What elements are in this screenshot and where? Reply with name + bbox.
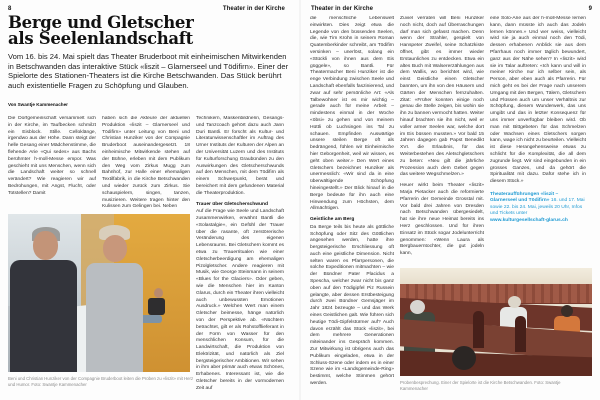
director-with-cap-figure [86,263,142,372]
director-with-cap-figure [103,235,127,262]
seated-person-figure [154,288,163,298]
subhead-geistliche: Geistliche am Berg [310,217,355,223]
foreground-person-figure [452,346,476,370]
paragraph: die menschliche Lebenswelt einwirkten. Dies zeigt etwa die Legende von den büssenden Seelen, die, wie Tim Krohn in seinem Roman Quatemberkinder schreibt, am Tödifirn versinken – unerlöst, solang ein «Stückli von ihnen aus dem Eis güggele», so Bantli. Für Theatermacher Beni Hunziker ist die enge Verbindung zwischen Seele und Landschaft ebenfalls faszinierend, und zwar auf sehr persönliche Art: «Als Talbewohner ist es mir wichtig – gerade auch für meine Arbeit – mindestens einmal in der Woche «öbsi» zu gehen und von meinem Hüttli ob Luchsingen ins Tal zu schauen. Empfinden Auswärtige unsere steilen Berge oft als bedrängend, fühlen wir Einheimische hier Geborgenheit, weil wir wissen, es geht oben weiter.» Den Wert eines Gletschers bezeichnet Hunziker als unermesslich: «Wir sind da in eine überwältigende Schöpfung hineingestellt.» Der Blick hinauf in die Berge bedeute für ihn auch eine Hinwendung zum Höchsten, dem Allmächtigen. [310,16,394,212]
seated-person-figure [148,298,165,315]
body-column-4 [310,16,394,397]
seated-woman-figure [410,300,425,314]
left-page-number: 8 [8,6,12,12]
article-lead: Vom 16. bis 24. Mai spielt das Theater Bruderboot mit einheimischen Mitwirkenden in Betschwanden das interaktive Stück «liszit – Glarnerseel und Tödifirn». Einer der Spielorte des Stationen-Theaters ist die Kirche Betschwanden. Das Stück berührt auch existentielle Fragen zu Schöpfung und Glauben. [8,52,289,90]
director-figure [10,260,77,372]
body-column-6 [490,16,586,266]
event-infobox [490,192,586,224]
article-title: Berge und Gletscher als Seelenlandschaft [8,13,194,48]
paragraph: Heuer wirkt beim Theater «liszit» Marja Pietacker auch die reformierte Pfarrerin der Gemeinde Grosstal mit. Vor bald drei Jahren von Dresden nach Betschwanden übergesiedelt, hat sie ihre neue Heimat bereits ins Herz geschlossen. Und für ihren Einsatz im Stück sogar Jodelunterricht genommen: «Wenn Laura als Bergbauerntochter, die gut jodeln kann, [400,183,484,257]
person-orange-sweater-figure [561,305,573,317]
paragraph: Da Berge teils bis heute als göttliche Schöpfung oder Sitz des Göttlichen angesehen werden, hatte ihre bergsteigerische Erschliessung oft auch eine geistliche Dimension. Nicht selten waren es Pfarrpersonen, die solche Expeditionen mitmachten – wie der Bündner Pater Placidus a Spescha, welcher zwar nicht bis ganz oben auf den Tödigipfel Piz Russein gelangte, aber dessen Erstbesteigung durch zwei Bündner Gemsjäger im Jahr 1824 bezeugte – und das Werk eines Geistlichen galt. Wie führen sich heutige Tödi-Gipfelstürmer auf? Auch davon erzählt das Stück «liszit», bei dem mehrere Generationen miteinander ins Gespräch kommen. Zur Mitwirkung ist übrigens auch das Publikum eingeladen, etwa in der Schluss-Szene oder indem es in einer Szene wie im «Landsgemeinde-Ring» bestimmt, welche Stimmen gehört werden. [310,224,394,387]
body-column-1 [8,116,96,211]
right-photo-caption: Probenbesprechung. Einer der Spielorte ist die Kirche Betschwanden. Foto: Swantje Kammenacher [400,380,561,391]
paragraph: haben sich die Akteure der aktuellen Produktion «liszit – Glarnerseel und Tödifirn» unter Leitung von Beni und Christian Hunziker von der Compagnie Bruderboot auseinandergesetzt. 18 einheimische Mitwirkende stehen auf der Bühne, erleben mit dem Publikum den Weg vom Zirkus Mugg zum Bahnhof, zur Halle einer ehemaligen Textilfabrik, in die Kirche Betschwanden und wieder zurück zum Zirkus. Sie schauspielern, singen, tanzen, musizieren. Weitere tragen hinter den Kulissen zum Gelingen bei. Neben [102,116,190,210]
seated-person-figure [508,296,521,308]
body-column-2 [102,116,190,211]
paragraph: Technikern, Maskenbildnerin, Gesangs- und Tanzcoach gehört dazu auch Jann Duri Bantli. Er forscht als Kultur- und Literaturwissenschaftler im Auftrag des Urner Instituts der Kulturen der Alpen an der Universität Luzern und des Instituts für Kulturforschung Graubünden zu den Auswirkungen des Gletscherschwunds auf den Menschen, mit dem Tödifirn als einem Schwerpunkt, berät und bereichert mit dem gefundenen Material die Theaterproduktion. [196,116,284,196]
church-photo [400,268,592,376]
paragraph: Auf die Frage wie Seele und Landschaft zusammenwirken, erwähnt Bantli die «Solastalgie», ein Gefühl der Trauer über die rasante, oft zerstörerische Veränderung des eigenen Lebensraums. Bei Gletschern kommt es etwa zu Trauerritualen wie einer Gletscherbeerdigung am ehemaligen Pizolgletscher. Andere reagieren mit Musik, wie George Steinmann in seinem «Blues for the Glaciers». Oder geben, wie die Menschen hier im Kanton Glarus, durch ein Theater ihren vielleicht auch unbewussten Emotionen Ausdruck.» Welchen Wert man einem Gletscher beimesse, hänge natürlich von der Perspektive ab. «Nüchtern betrachtet, gilt er als Rohstofflieferant in der Form von Wasser für den menschlichen Konsum, für die Landwirtschaft, die Produktion von Elektrizität, und natürlich als Ziel bergsteigerischer Ambitionen. Wir sehen in ihm aber primär auch etwas Schönes, Erhabenes. Interessant ist, wie die Gletscher bereits in der vormodernen Zeit auf [196,209,284,391]
right-page-header [311,6,592,12]
paragraph: eine Solo-Arie aus der h-moll-Messe lernen kann, dann müsste ich auch das Jodeln lernen können.» Und wer weiss, vielleicht wird sie ja auch einmal noch den Tödi, dessen erhabenen Anblick sie aus dem Pfarrhaus noch immer täglich bewundert, ganz aus der Nähe sehen? In «liszit» wird sie im Talar auftreten: «Ich kann und will in meiner Kirche nur ich selber sein, als Person, aber eben auch als Pfarrerin. Für mich geht es bei der Frage nach unserem Umgang mit den Bergen, Tälern, Gletschern und Flüssen auch um unser Verhältnis zur Schöpfung, diesem Wunderwerk, das uns umgibt und das in letzter Konsequenz für uns immer unverfügbar bleiben wird. Ob man mit Bittgebeten für das Schmelzen oder Wachsen eines Gletschers sorgen kann, wage ich nicht zu beurteilen. Vielleicht ist diese Herangehensweise etwas zu schlicht für die Komplexität, die all dem zugrunde liegt. Wir sind eingebunden in ein grosses Ganzes, und da gehört die Spiritualität mit dazu. Dafür stehe ich in diesem Stück.» [490,16,586,185]
left-section-label: Theater in der Kirche [222,6,285,12]
pew-end-shape [515,316,526,353]
body-column-3 [196,116,284,397]
right-section-label: Theater in der Kirche [311,6,374,12]
right-page-number: 9 [588,6,592,12]
infobox-title: Theateraufführungen «liszit – Glarnerseel und Tödifirn» [490,191,559,204]
paragraph: Die Dorfgemeinschaft versammelt sich in der Kirche, im Taufbecken schmilzt ein Eisblock. Stille. Celloklänge, irgendwo aus der Höhe. Dann steigt der helle Gesang einer Mädchenstimme, die flehende Arie «Qui sedes» aus Bachs berühmter h-moll-Messe empor. Was geschieht mit uns Menschen, wenn sich die Landschaft weiter so schnell verändert? Wie reagieren wir auf Bedrohungen, mit Angst, Flucht, oder Totstellen? Damit [8,116,96,196]
page-fold-divider [299,0,301,400]
pew-end-shape [473,311,484,348]
rehearsal-photo [8,214,190,372]
subhead-trauer: Trauer über Gletscherschwund [196,201,269,207]
left-page-header [8,6,285,12]
infobox-details: 16. und 17. Mai sowie 22. bis 24. Mai, jeweils 20 Uhr, Infos und Tickets unter [490,198,585,217]
infobox-url-link[interactable]: www.kulturgesellschaft-glarus.ch [490,217,568,223]
article-byline: Von Swantje Kammenacher [8,102,68,107]
paragraph: Zuviel verraten will Beni Hunziker noch nicht, doch auf Überraschungen darf man sich gefasst machen. Denn wenn der Strahler, gespielt von Hanspeter Zweifel, seine Schatzkiste öffnet, gibt es immer wieder Erstaunliches zu entdecken. Etwa ein altes Buch mit Walsererzählungen aus dem Wallis, wo berichtet wird, wie einst Geistliche einen Gletscher bannten, um ihn von den Häusern und Gärten der Menschen fernzuhalten. Zitat: «Früher konnten einige noch genau die Stelle zeigen, bis wohin sie ihn zu bannen vermocht hatten. Weiter hinauf brachten sie ihn nicht, weil er voller armer Seelen war, welche dort im Eis büssen mussten.» Vor bald 15 Jahren dagegen gab Papst Benedikt XVI. die Erlaubnis, für das Weiterbestehen des Aletschgletschers zu beten: «Neu gilt die jährliche Prozession auch dem Gebet gegen das weitere Wegschmelzen.» [400,16,484,178]
body-column-5 [400,16,484,263]
left-photo-caption: Beni und Christian Hunziker von der Compagnie Bruderboot leiten die Proben zu «liszit» mit Herz und Humor. Foto: Swantje Kammenacher [8,376,194,387]
